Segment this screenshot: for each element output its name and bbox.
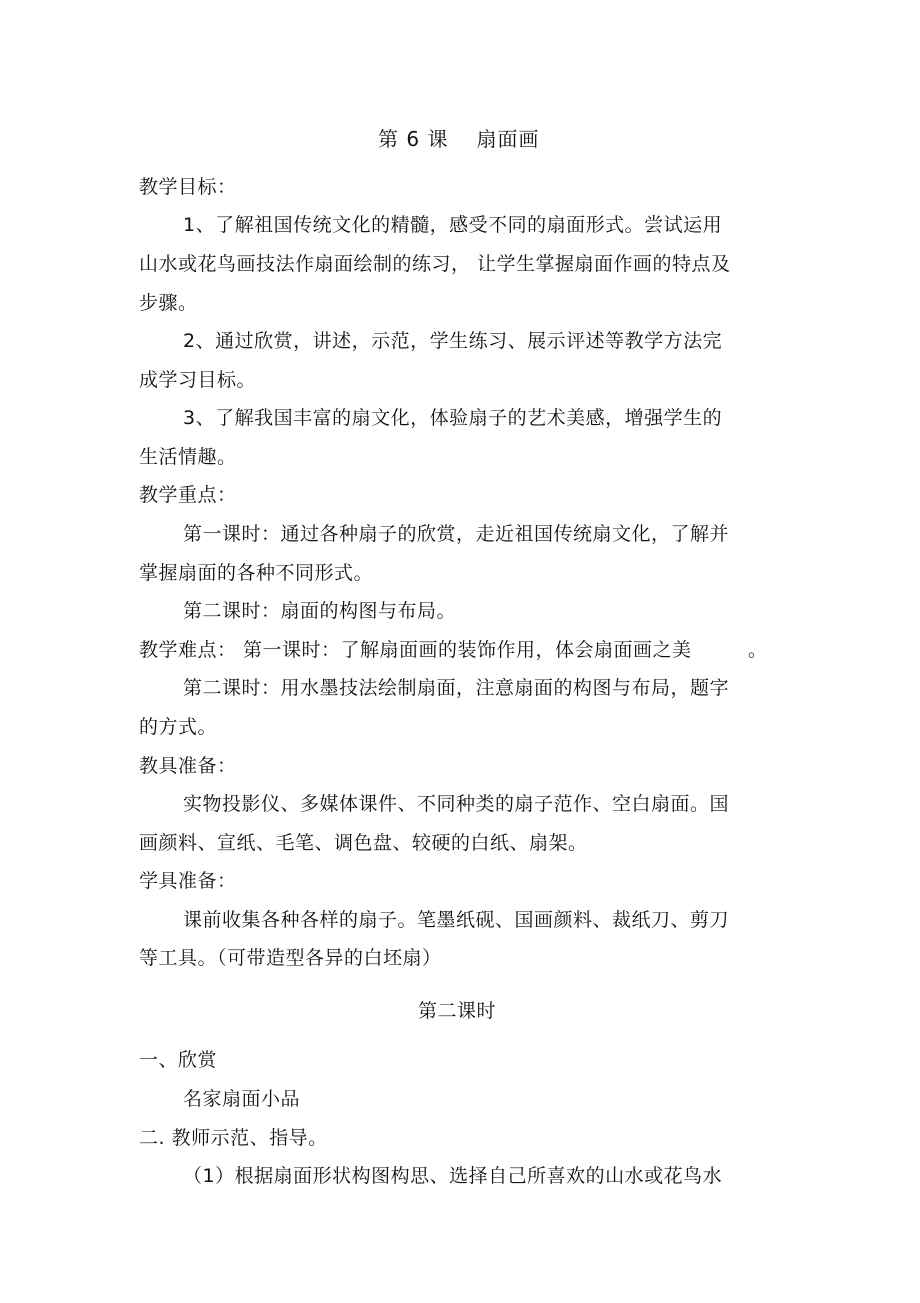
subsection-title: 第二课时 xyxy=(418,1000,497,1022)
paragraph-line: 步骤。 xyxy=(139,292,198,314)
paragraph-line: 山水或花鸟画技法作扇面绘制的练习， 让学生掌握扇面作画的特点及 xyxy=(139,253,731,275)
paragraph-line: 成学习目标。 xyxy=(139,369,257,391)
paragraph-line: （1）根据扇面形状构图构思、选择自己所喜欢的山水或花鸟水 xyxy=(183,1165,723,1187)
lesson-number: 第 6 课 xyxy=(378,127,449,151)
paragraph-line: 掌握扇面的各种不同形式。 xyxy=(139,562,374,584)
paragraph-line: 3、了解我国丰富的扇文化，体验扇子的艺术美感，增强学生的 xyxy=(183,407,723,429)
section-heading: 一、欣赏 xyxy=(139,1049,218,1071)
paragraph-line: 等工具。（可带造型各异的白坯扇） xyxy=(139,947,442,969)
section-heading: 教具准备： xyxy=(139,755,237,777)
paragraph-line: 第一课时：通过各种扇子的欣赏，走近祖国传统扇文化，了解并 xyxy=(183,523,730,545)
section-heading: 教学目标： xyxy=(139,176,237,198)
paragraph-line: 1、了解祖国传统文化的精髓，感受不同的扇面形式。尝试运用 xyxy=(183,214,723,236)
lesson-title xyxy=(378,127,539,151)
trailing-period: 。 xyxy=(748,639,768,661)
section-heading: 教学难点： 第一课时：了解扇面画的装饰作用，体会扇面画之美 xyxy=(139,639,692,661)
paragraph-line: 第二课时：扇面的构图与布局。 xyxy=(183,600,457,622)
paragraph-line: 课前收集各种各样的扇子。笔墨纸砚、国画颜料、裁纸刀、剪刀 xyxy=(183,909,730,931)
paragraph-line: 实物投影仪、多媒体课件、不同种类的扇子范作、空白扇面。国 xyxy=(183,793,730,815)
section-heading: 二. 教师示范、指导。 xyxy=(139,1127,328,1149)
paragraph-line: 生活情趣。 xyxy=(139,446,237,468)
paragraph-line: 的方式。 xyxy=(139,716,218,738)
lesson-name: 扇面画 xyxy=(476,127,540,151)
paragraph-line: 名家扇面小品 xyxy=(183,1088,301,1110)
paragraph-line: 2、通过欣赏，讲述，示范，学生练习、展示评述等教学方法完 xyxy=(183,330,723,352)
paragraph-line: 画颜料、宣纸、毛笔、调色盘、较硬的白纸、扇架。 xyxy=(139,832,588,854)
section-heading: 教学重点： xyxy=(139,484,237,506)
section-heading: 学具准备： xyxy=(139,870,237,892)
paragraph-line: 第二课时：用水墨技法绘制扇面，注意扇面的构图与布局，题字 xyxy=(183,677,730,699)
